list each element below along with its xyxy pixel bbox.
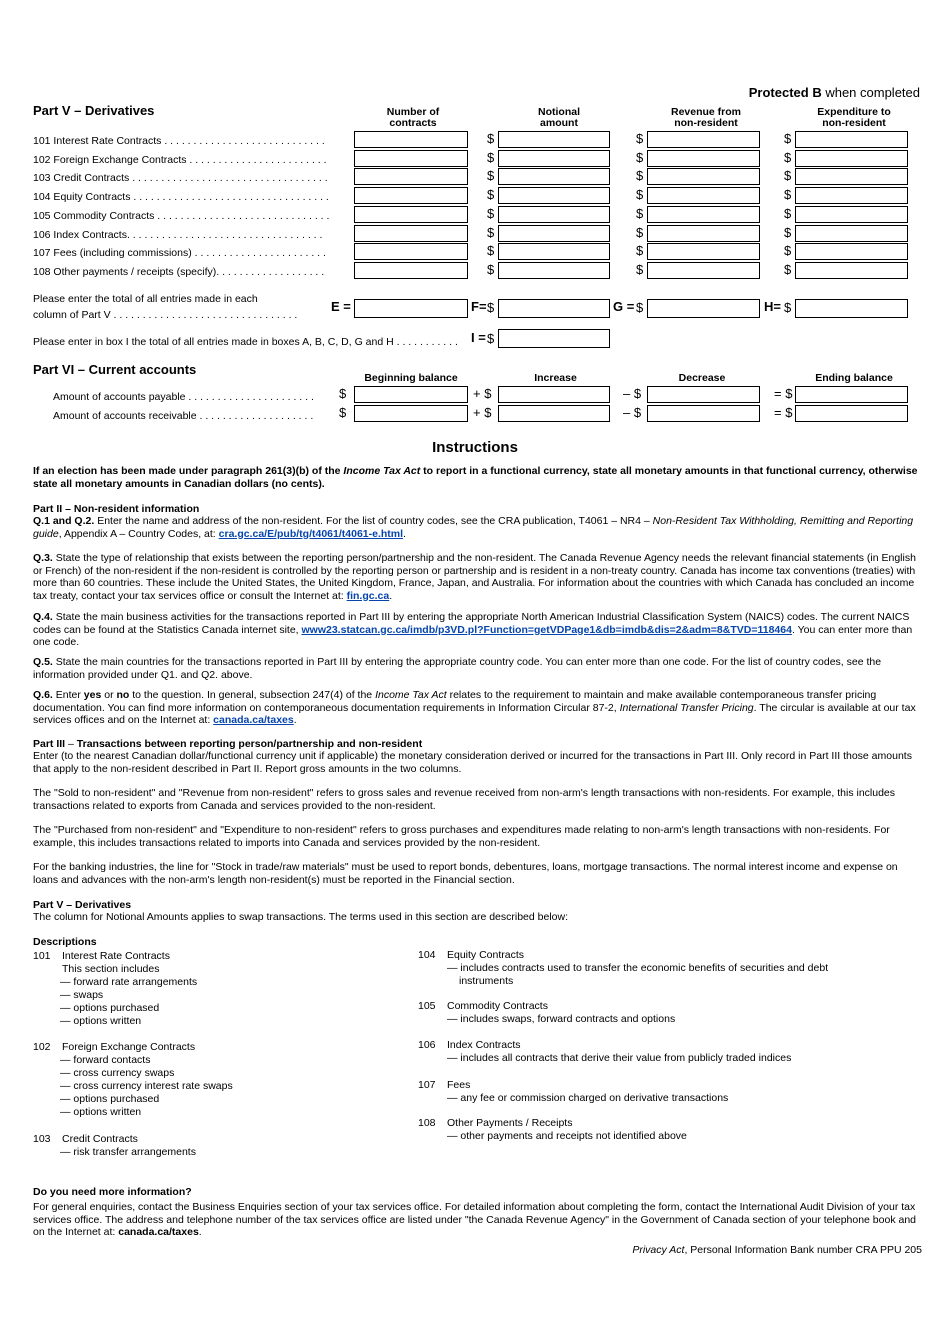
- description-block: [418, 1079, 918, 1105]
- description-item: — options purchased: [60, 1093, 160, 1105]
- descriptions-title: Descriptions: [33, 936, 97, 948]
- box-h-input[interactable]: [795, 299, 908, 318]
- description-item: — cross currency swaps: [60, 1067, 175, 1079]
- description-block: [33, 1133, 403, 1159]
- description-item: — includes swaps, forward contracts and options: [447, 1013, 676, 1025]
- part3-title: Part III – Transactions between reporting person/partnership and non-resident: [33, 738, 423, 750]
- description-number: 104: [418, 949, 436, 961]
- plus-dollar: + $: [473, 405, 492, 420]
- description-heading: [33, 950, 403, 963]
- more-info-title: Do you need more information?: [33, 1186, 192, 1198]
- expenditure-input[interactable]: [795, 168, 908, 185]
- contracts-count-input[interactable]: [354, 168, 468, 185]
- description-item: — options written: [60, 1106, 142, 1118]
- minus-dollar: – $: [623, 405, 642, 420]
- revenue-input[interactable]: [647, 206, 760, 223]
- description-item: — options purchased: [60, 1002, 160, 1014]
- q6-paragraph: Q.6. Enter yes or no to the question. In general, subsection 247(4) of the Income Tax Act relates to the requirement to maintain and make available contemporaneous transfer pricing documentation. You can find more information on contemporaneous documentation requirements in Information Circular 87-2, International Transfer Pricing. The circular is available at our tax services offices and on the Internet at: canada.ca/taxes.: [33, 689, 916, 726]
- description-number: 106: [418, 1039, 436, 1051]
- part5-instr-text: The column for Notional Amounts applies to swap transactions. The terms used in this section are described below:: [33, 911, 568, 923]
- notional-amount-input[interactable]: [498, 168, 610, 185]
- notional-amount-input[interactable]: [498, 187, 610, 204]
- description-title: Credit Contracts: [62, 1133, 138, 1145]
- decrease-input[interactable]: [647, 386, 760, 403]
- description-title: Interest Rate Contracts: [62, 950, 170, 962]
- part5-column-header: Revenue from non-resident: [670, 106, 742, 129]
- description-item: — forward rate arrangements: [60, 976, 198, 988]
- more-info-paragraph: For general enquiries, contact the Business Enquiries section of your tax services office. For detailed information about completing the form, contact the International Audit Division of your tax services office. The address and telephone number of the tax services office are listed under "the Canada Revenue Agency" in the Government of Canada section of your telephone book and on the Internet at: canada.ca/taxes.: [33, 1201, 917, 1238]
- dollar-sign: $: [487, 205, 495, 221]
- description-intro: This section includes: [62, 963, 160, 975]
- privacy-footer: Privacy Act, Personal Information Bank number CRA PPU 205: [632, 1244, 922, 1256]
- ending-balance-input[interactable]: [795, 405, 908, 422]
- description-item: — includes contracts used to transfer the economic benefits of securities and debt: [447, 962, 829, 974]
- description-block: [418, 1000, 918, 1026]
- box-h-label: H=: [764, 299, 781, 314]
- contracts-count-input[interactable]: [354, 150, 468, 167]
- description-number: 108: [418, 1117, 436, 1129]
- description-number: 107: [418, 1079, 436, 1091]
- dollar-sign: $: [487, 149, 495, 165]
- decrease-input[interactable]: [647, 405, 760, 422]
- box-g-input[interactable]: [647, 299, 760, 318]
- dollar-sign: $: [784, 224, 792, 240]
- notional-amount-input[interactable]: [498, 150, 610, 167]
- part5-row-label: 105 Commodity Contracts . . . . . . . . . . . . . . . . . . . . . . . . . . . . . .: [33, 209, 330, 222]
- contracts-count-input[interactable]: [354, 262, 468, 279]
- description-block: [33, 1041, 403, 1119]
- contracts-count-input[interactable]: [354, 131, 468, 148]
- notional-amount-input[interactable]: [498, 131, 610, 148]
- dollar-sign: $: [487, 168, 495, 184]
- box-i-description: Please enter in box I the total of all entries made in boxes A, B, C, D, G and H . . . . . . . . . . .: [33, 336, 458, 348]
- dollar-sign: $: [636, 131, 644, 146]
- description-heading: [33, 1041, 403, 1054]
- description-title: Commodity Contracts: [447, 1000, 548, 1012]
- ending-balance-input[interactable]: [795, 386, 908, 403]
- part5-column-header: Expenditure to non-resident: [817, 106, 891, 129]
- part5-column-header: Notional amount: [538, 106, 580, 129]
- part5-instr-title: Part V – Derivatives: [33, 899, 132, 911]
- box-f-dollar: $: [487, 300, 495, 315]
- expenditure-input[interactable]: [795, 187, 908, 204]
- part6-column-header: Beginning balance: [364, 372, 458, 384]
- box-f-input[interactable]: [498, 299, 610, 318]
- increase-input[interactable]: [498, 386, 610, 403]
- part6-column-header: Ending balance: [815, 372, 893, 384]
- description-item: — risk transfer arrangements: [60, 1146, 196, 1158]
- dollar-sign: $: [636, 187, 644, 203]
- revenue-input[interactable]: [647, 168, 760, 185]
- notional-amount-input[interactable]: [498, 262, 610, 279]
- fin-link[interactable]: fin.gc.ca: [346, 589, 390, 602]
- part5-row-label: 108 Other payments / receipts (specify). . . . . . . . . . . . . . . . . . .: [33, 265, 325, 278]
- description-heading: [418, 1117, 918, 1130]
- statcan-link[interactable]: www23.statcan.gc.ca/imdb/p3VD.pl?Function=getVDPage1&db=imdb&dis=2&adm=8&TVD=118464: [301, 623, 792, 636]
- revenue-input[interactable]: [647, 225, 760, 242]
- dollar-sign: $: [636, 224, 644, 240]
- dollar-sign: $: [784, 187, 792, 203]
- expenditure-input[interactable]: [795, 243, 908, 260]
- description-item: instruments: [459, 975, 514, 987]
- dollar-sign: $: [784, 205, 792, 221]
- revenue-input[interactable]: [647, 187, 760, 204]
- description-heading: [418, 949, 918, 962]
- q1-q2-paragraph: Q.1 and Q.2. Enter the name and address of the non-resident. For the list of country codes, see the CRA publication, T4061 – NR4 – Non-Resident Tax Withholding, Remitting and Reporting guide, Appendix A – Country Codes, at: cra.gc.ca/E/pub/tg/t4061/t4061-e.html.: [33, 515, 914, 540]
- description-item: — any fee or commission charged on derivative transactions: [447, 1092, 729, 1104]
- notional-amount-input[interactable]: [498, 225, 610, 242]
- contracts-count-input[interactable]: [354, 243, 468, 260]
- expenditure-input[interactable]: [795, 206, 908, 223]
- description-title: Other Payments / Receipts: [447, 1117, 573, 1129]
- dollar-sign: $: [487, 224, 495, 240]
- minus-dollar: – $: [623, 386, 642, 401]
- q4-paragraph: Q.4. State the main business activities for the transactions reported in Part III by entering the appropriate North American Industrial Classification System (NAICS) codes. The current NAICS codes can be found at the Statistics Canada internet site, www23.statcan.gc.ca/imdb/p3VD.pl?Function=getVDPage1&db=imdb&dis=2&adm=8&TVD=118464. You can enter more than one code.: [33, 611, 913, 648]
- revenue-input[interactable]: [647, 150, 760, 167]
- description-item: — cross currency interest rate swaps: [60, 1080, 233, 1092]
- part5-row-label: 102 Foreign Exchange Contracts . . . . . . . . . . . . . . . . . . . . . . . .: [33, 153, 327, 166]
- description-heading: [418, 1079, 918, 1092]
- expenditure-input[interactable]: [795, 131, 908, 148]
- description-block: [418, 1117, 918, 1143]
- part5-title: Part V – Derivatives: [33, 103, 155, 118]
- part6-title: Part VI – Current accounts: [33, 362, 197, 377]
- dollar-sign: $: [636, 149, 644, 165]
- box-f-label: F=: [471, 299, 487, 314]
- description-number: 101: [33, 950, 51, 962]
- revenue-input[interactable]: [647, 131, 760, 148]
- part5-row-label: 101 Interest Rate Contracts . . . . . . . . . . . . . . . . . . . . . . . . . . . .: [33, 135, 325, 147]
- box-i-dollar: $: [487, 331, 495, 346]
- part6-column-header: Increase: [534, 372, 577, 384]
- dollar-sign: $: [487, 187, 495, 203]
- box-g-dollar: $: [636, 300, 644, 315]
- instructions-intro: If an election has been made under paragraph 261(3)(b) of the Income Tax Act to report in a functional currency, state all monetary amounts in that functional currency, otherwise state all monetary amounts in Canadian dollars (no cents).: [33, 465, 918, 490]
- expenditure-input[interactable]: [795, 225, 908, 242]
- q5-paragraph: Q.5. State the main countries for the transactions reported in Part III by entering the appropriate country code. You can enter more than one code. For the list of country codes, see the information provided under Q1. and Q2. above.: [33, 656, 882, 681]
- part3-purchased-paragraph: The "Purchased from non-resident" and "Expenditure to non-resident" refers to gross purchases and expenditures made relating to non-arm's length transactions with non-residents. For example, this includes transactions related to imports into Canada and services provided by the non-resident.: [33, 824, 890, 849]
- description-title: Fees: [447, 1079, 471, 1091]
- dollar-sign: $: [339, 405, 347, 420]
- dollar-sign: $: [784, 149, 792, 165]
- dollar-sign: $: [487, 243, 495, 259]
- dollar-sign: $: [784, 261, 792, 277]
- dollar-sign: $: [636, 243, 644, 259]
- expenditure-input[interactable]: [795, 262, 908, 279]
- dollar-sign: $: [487, 261, 495, 277]
- dollar-sign: $: [636, 261, 644, 277]
- plus-dollar: + $: [473, 386, 492, 401]
- part3-paragraph: Enter (to the nearest Canadian dollar/functional currency unit if applicable) the monetary consideration derived or incurred for the transactions in Part III. Only record in Part III those amounts that apply to the non-resident described in Part II. Report gross amounts in the two columns.: [33, 750, 912, 775]
- description-block: [418, 949, 918, 988]
- description-title: Foreign Exchange Contracts: [62, 1041, 196, 1053]
- part3-sold-paragraph: The "Sold to non-resident" and "Revenue from non-resident" refers to gross sales and revenue received from non-arm's length transactions with non-residents. For example, this includes transactions related to exports from Canada and services provided to the non-resident.: [33, 787, 896, 812]
- cra-guide-link[interactable]: cra.gc.ca/E/pub/tg/t4061/t4061-e.html: [218, 527, 404, 540]
- notional-amount-input[interactable]: [498, 243, 610, 260]
- description-item: — forward contacts: [60, 1054, 151, 1066]
- description-number: 105: [418, 1000, 436, 1012]
- description-block: [33, 950, 403, 1028]
- part5-row-label: 106 Index Contracts. . . . . . . . . . . . . . . . . . . . . . . . . . . . . . . . . .: [33, 228, 323, 241]
- description-item: — other payments and receipts not identified above: [447, 1130, 687, 1142]
- contracts-count-input[interactable]: [354, 187, 468, 204]
- description-number: 103: [33, 1133, 51, 1145]
- description-item: — includes all contracts that derive their value from publicly traded indices: [447, 1052, 792, 1064]
- part5-row-label: 107 Fees (including commissions) . . . . . . . . . . . . . . . . . . . . . . .: [33, 247, 326, 260]
- description-number: 102: [33, 1041, 51, 1053]
- box-h-dollar: $: [784, 300, 792, 315]
- part5-column-header: Number of contracts: [386, 106, 440, 129]
- dollar-sign: $: [487, 131, 495, 146]
- part5-total-label: Please enter the total of all entries made in each column of Part V . . . . . . . . . . . . . . . . . . . . . . . . . . . . . . . .: [33, 293, 298, 321]
- equals-dollar: = $: [774, 386, 793, 401]
- dollar-sign: $: [339, 386, 347, 401]
- beginning-balance-input[interactable]: [354, 386, 468, 403]
- increase-input[interactable]: [498, 405, 610, 422]
- protected-b-label: Protected B when completed: [748, 85, 920, 100]
- part5-row-label: 104 Equity Contracts . . . . . . . . . . . . . . . . . . . . . . . . . . . . . . . . . .: [33, 191, 329, 204]
- description-title: Index Contracts: [447, 1039, 521, 1051]
- dollar-sign: $: [784, 168, 792, 184]
- part5-row-label: 103 Credit Contracts . . . . . . . . . . . . . . . . . . . . . . . . . . . . . . . . . .: [33, 172, 328, 185]
- dollar-sign: $: [636, 205, 644, 221]
- description-block: [418, 1039, 918, 1065]
- description-heading: [418, 1039, 918, 1052]
- beginning-balance-input[interactable]: [354, 405, 468, 422]
- description-heading: [33, 1133, 403, 1146]
- contracts-count-input[interactable]: [354, 225, 468, 242]
- q3-paragraph: Q.3. State the type of relationship that exists between the reporting person/partnership and the non-resident. The Canada Revenue Agency needs the relevant financial statements (in English or French) of the non-resident if the non-resident is controlled by the reporting person or partnership and is resident in a non-treaty country. Canada has income tax conventions (treaties) with more than 60 countries. These include the United States, the United Kingdom, France, Japan, and Australia. For information about the countries with which Canada has concluded an income tax treaty, contact your tax services office or consult the Internet at: fin.gc.ca.: [33, 552, 916, 602]
- box-e-input[interactable]: [354, 299, 468, 318]
- description-item: — swaps: [60, 989, 104, 1001]
- revenue-input[interactable]: [647, 262, 760, 279]
- dollar-sign: $: [784, 131, 792, 146]
- part3-banking-paragraph: For the banking industries, the line for "Stock in trade/raw materials" must be used to report bonds, debentures, loans, mortgage transactions. The normal interest income and expense on loans and advances with the non-arm's length non-resident(s) must be reported in the Financial section.: [33, 861, 898, 886]
- part6-row-label: Amount of accounts payable . . . . . . . . . . . . . . . . . . . . . .: [53, 391, 314, 403]
- dollar-sign: $: [784, 243, 792, 259]
- expenditure-input[interactable]: [795, 150, 908, 167]
- contracts-count-input[interactable]: [354, 206, 468, 223]
- description-heading: [418, 1000, 918, 1013]
- part6-row-label: Amount of accounts receivable . . . . . . . . . . . . . . . . . . . .: [53, 410, 314, 422]
- canada-taxes-link[interactable]: canada.ca/taxes: [213, 714, 294, 726]
- notional-amount-input[interactable]: [498, 206, 610, 223]
- part2-title: Part II – Non-resident information: [33, 503, 200, 515]
- description-item: — options written: [60, 1015, 142, 1027]
- equals-dollar: = $: [774, 405, 793, 420]
- dollar-sign: $: [636, 168, 644, 184]
- box-g-label: G =: [613, 299, 635, 314]
- revenue-input[interactable]: [647, 243, 760, 260]
- box-i-label: I =: [471, 330, 486, 345]
- instructions-title: Instructions: [432, 439, 518, 456]
- box-i-input[interactable]: [498, 329, 610, 348]
- box-e-label: E =: [331, 299, 351, 314]
- part6-column-header: Decrease: [678, 372, 726, 384]
- description-title: Equity Contracts: [447, 949, 525, 961]
